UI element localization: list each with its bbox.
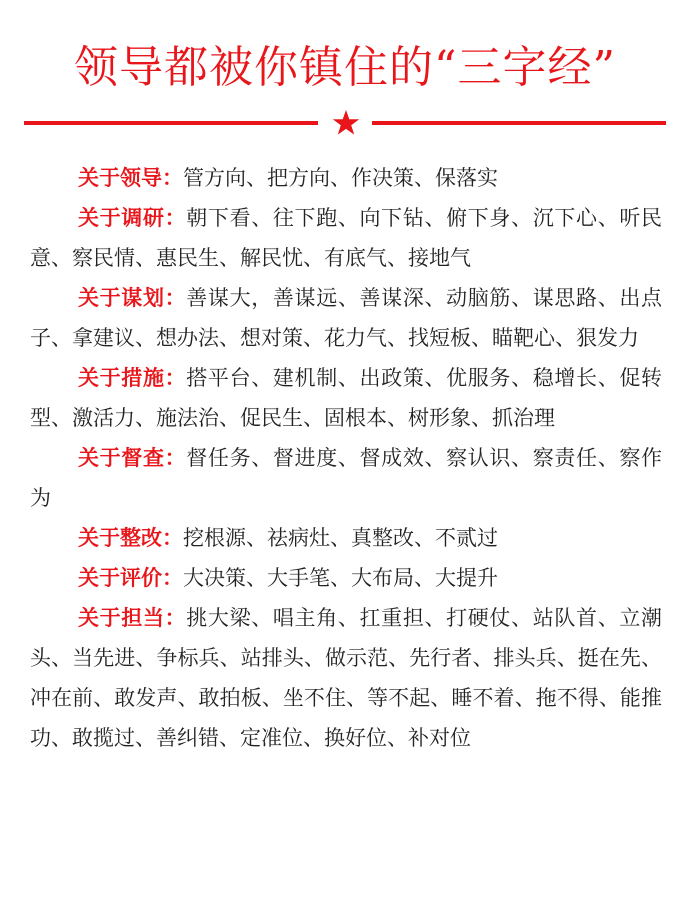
section-planning — [30, 278, 662, 358]
section-research — [30, 198, 662, 278]
section-label: 关于调研： — [78, 205, 187, 230]
section-label: 关于督查： — [78, 445, 187, 470]
section-label: 关于措施： — [78, 365, 187, 390]
section-text: 督任务、督进度、督成效、察认识、察责任、察作为 — [30, 446, 663, 510]
section-text: 大决策、大手笔、大布局、大提升 — [183, 566, 498, 590]
section-text: 挑大梁、唱主角、扛重担、打硬仗、站队首、立潮头、当先进、争标兵、站排头、做示范、先行者、排头兵、挺在先、冲在前、敢发声、敢拍板、坐不住、等不起、睡不着、拖不得、能推功、敢揽过、善纠错、定准位、换好位、补对位 — [30, 606, 663, 750]
page-title: 领导都被你镇住的“三字经” — [74, 42, 616, 93]
section-text: 管方向、把方向、作决策、保落实 — [183, 166, 498, 190]
section-supervision — [30, 438, 662, 518]
section-text: 挖根源、祛病灶、真整改、不贰过 — [183, 526, 498, 550]
divider-line-left — [24, 121, 318, 125]
section-text: 善谋大，善谋远、善谋深、动脑筋、谋思路、出点子、拿建议、想办法、想对策、花力气、找短板、瞄靶心、狠发力 — [30, 286, 663, 350]
section-label: 关于领导： — [78, 165, 183, 190]
section-text: 朝下看、往下跑、向下钻、俯下身、沉下心、听民意、察民情、惠民生、解民忧、有底气、接地气 — [30, 206, 663, 270]
article-body — [30, 158, 662, 758]
title-divider — [24, 108, 666, 138]
section-label: 关于整改： — [78, 525, 183, 550]
star-icon — [331, 108, 361, 138]
section-responsibility — [30, 598, 662, 758]
section-text: 搭平台、建机制、出政策、优服务、稳增长、促转型、激活力、施法治、促民生、固根本、树形象、抓治理 — [30, 366, 663, 430]
section-label: 关于谋划： — [78, 285, 187, 310]
section-rectification — [30, 518, 662, 558]
section-label: 关于担当： — [78, 605, 187, 630]
section-label: 关于评价： — [78, 565, 183, 590]
section-evaluation — [30, 558, 662, 598]
section-leadership — [30, 158, 662, 198]
section-measures — [30, 358, 662, 438]
divider-line-right — [372, 121, 666, 125]
